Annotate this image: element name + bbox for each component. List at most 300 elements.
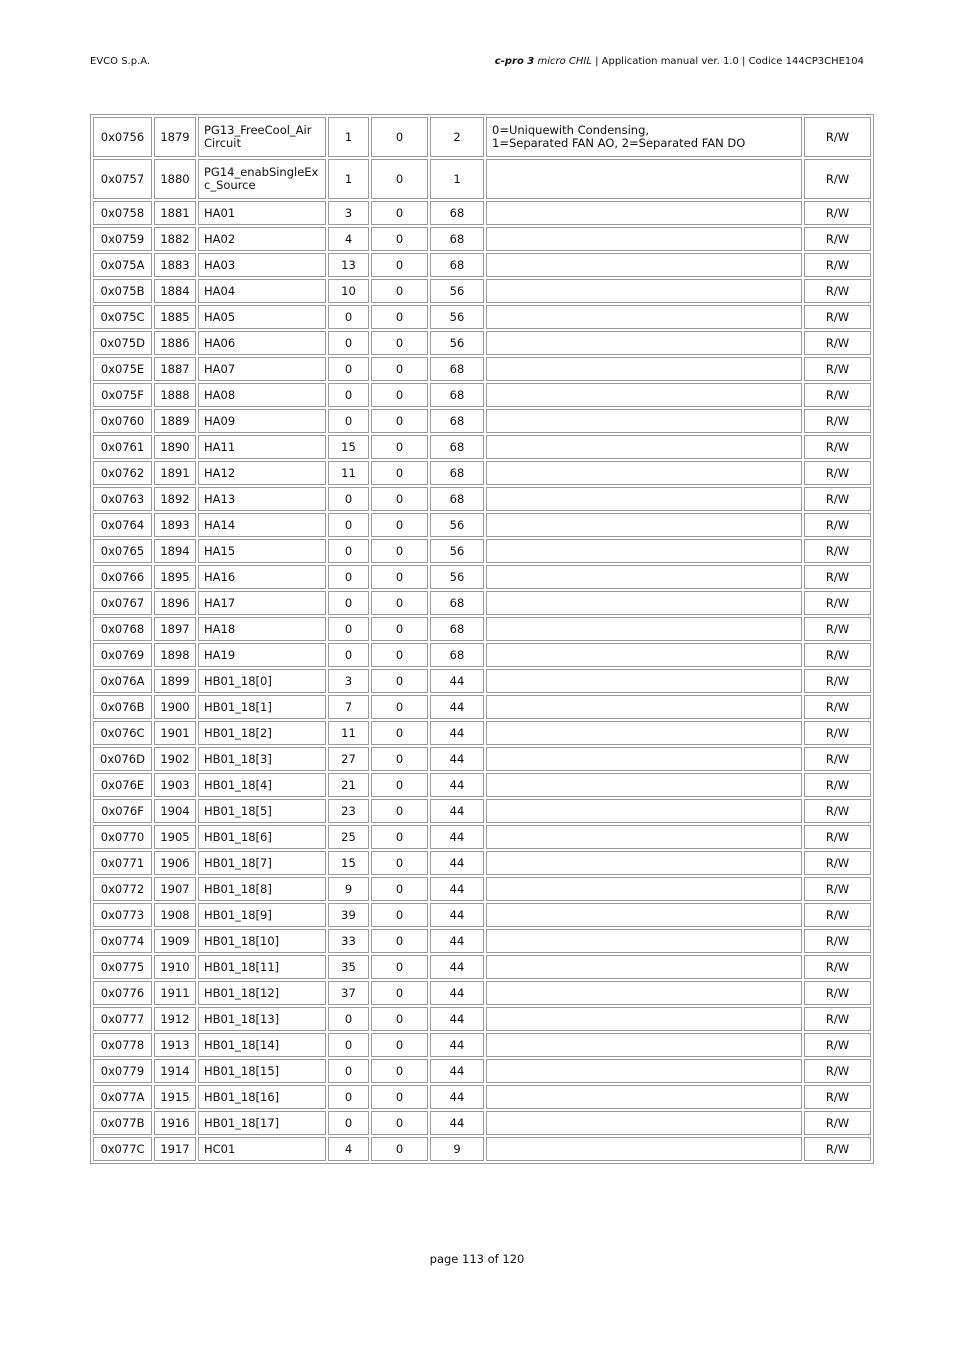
cell-default-value: 11	[328, 721, 369, 745]
cell-default-value: 0	[328, 383, 369, 407]
cell-address: 0x075C	[93, 305, 152, 329]
cell-min-value: 0	[371, 799, 428, 823]
cell-access: R/W	[804, 1033, 871, 1057]
cell-default-value: 33	[328, 929, 369, 953]
cell-address: 0x0774	[93, 929, 152, 953]
table-row	[93, 565, 871, 589]
cell-min-value: 0	[371, 981, 428, 1005]
table-row	[93, 201, 871, 225]
cell-description	[486, 383, 802, 407]
cell-access: R/W	[804, 383, 871, 407]
cell-index: 1914	[154, 1059, 196, 1083]
table-row	[93, 929, 871, 953]
cell-parameter-name: HB01_18[5]	[198, 799, 326, 823]
cell-max-value: 1	[430, 159, 484, 199]
cell-address: 0x0761	[93, 435, 152, 459]
cell-default-value: 3	[328, 201, 369, 225]
cell-address: 0x0765	[93, 539, 152, 563]
cell-address: 0x0775	[93, 955, 152, 979]
table-row	[93, 117, 871, 157]
cell-index: 1885	[154, 305, 196, 329]
table-row	[93, 435, 871, 459]
cell-access: R/W	[804, 1007, 871, 1031]
cell-address: 0x0777	[93, 1007, 152, 1031]
cell-min-value: 0	[371, 825, 428, 849]
cell-default-value: 0	[328, 1085, 369, 1109]
cell-address: 0x076F	[93, 799, 152, 823]
cell-parameter-name: HA07	[198, 357, 326, 381]
cell-access: R/W	[804, 929, 871, 953]
cell-index: 1913	[154, 1033, 196, 1057]
cell-description	[486, 721, 802, 745]
cell-access: R/W	[804, 227, 871, 251]
cell-parameter-name: HA14	[198, 513, 326, 537]
cell-address: 0x0763	[93, 487, 152, 511]
cell-description	[486, 305, 802, 329]
cell-default-value: 0	[328, 1007, 369, 1031]
cell-max-value: 44	[430, 1059, 484, 1083]
cell-access: R/W	[804, 409, 871, 433]
cell-default-value: 39	[328, 903, 369, 927]
cell-default-value: 1	[328, 159, 369, 199]
cell-address: 0x075A	[93, 253, 152, 277]
table-row	[93, 981, 871, 1005]
cell-default-value: 21	[328, 773, 369, 797]
cell-min-value: 0	[371, 591, 428, 615]
cell-max-value: 56	[430, 539, 484, 563]
table-row	[93, 383, 871, 407]
cell-max-value: 68	[430, 591, 484, 615]
cell-access: R/W	[804, 513, 871, 537]
cell-description	[486, 435, 802, 459]
cell-max-value: 44	[430, 955, 484, 979]
cell-access: R/W	[804, 539, 871, 563]
cell-index: 1909	[154, 929, 196, 953]
cell-min-value: 0	[371, 721, 428, 745]
cell-description	[486, 1007, 802, 1031]
cell-min-value: 0	[371, 435, 428, 459]
cell-address: 0x0762	[93, 461, 152, 485]
table-row	[93, 357, 871, 381]
table-row	[93, 825, 871, 849]
cell-description	[486, 877, 802, 901]
cell-access: R/W	[804, 253, 871, 277]
cell-max-value: 68	[430, 357, 484, 381]
cell-index: 1886	[154, 331, 196, 355]
cell-access: R/W	[804, 955, 871, 979]
cell-description	[486, 487, 802, 511]
cell-index: 1895	[154, 565, 196, 589]
cell-min-value: 0	[371, 773, 428, 797]
table-row	[93, 773, 871, 797]
cell-max-value: 44	[430, 799, 484, 823]
cell-access: R/W	[804, 721, 871, 745]
cell-access: R/W	[804, 669, 871, 693]
cell-min-value: 0	[371, 1111, 428, 1135]
table-row	[93, 227, 871, 251]
table-row	[93, 331, 871, 355]
cell-min-value: 0	[371, 539, 428, 563]
cell-index: 1898	[154, 643, 196, 667]
cell-min-value: 0	[371, 383, 428, 407]
cell-address: 0x0772	[93, 877, 152, 901]
table-row	[93, 955, 871, 979]
cell-index: 1901	[154, 721, 196, 745]
cell-max-value: 44	[430, 695, 484, 719]
cell-parameter-name: HB01_18[8]	[198, 877, 326, 901]
header-product-italic: micro CHIL	[537, 56, 592, 67]
cell-max-value: 44	[430, 981, 484, 1005]
table-row	[93, 695, 871, 719]
table-row	[93, 1085, 871, 1109]
cell-address: 0x075D	[93, 331, 152, 355]
cell-max-value: 44	[430, 747, 484, 771]
cell-address: 0x077A	[93, 1085, 152, 1109]
cell-parameter-name: HB01_18[6]	[198, 825, 326, 849]
cell-parameter-name: HC01	[198, 1137, 326, 1161]
cell-address: 0x0760	[93, 409, 152, 433]
cell-access: R/W	[804, 1111, 871, 1135]
cell-address: 0x075E	[93, 357, 152, 381]
cell-parameter-name: HB01_18[1]	[198, 695, 326, 719]
table-row	[93, 279, 871, 303]
cell-description	[486, 539, 802, 563]
cell-index: 1904	[154, 799, 196, 823]
cell-max-value: 68	[430, 383, 484, 407]
cell-description	[486, 955, 802, 979]
cell-description	[486, 461, 802, 485]
cell-max-value: 44	[430, 929, 484, 953]
cell-index: 1903	[154, 773, 196, 797]
cell-address: 0x0764	[93, 513, 152, 537]
cell-access: R/W	[804, 305, 871, 329]
cell-description	[486, 201, 802, 225]
cell-default-value: 35	[328, 955, 369, 979]
cell-index: 1894	[154, 539, 196, 563]
cell-default-value: 1	[328, 117, 369, 157]
cell-description	[486, 695, 802, 719]
cell-index: 1906	[154, 851, 196, 875]
cell-parameter-name: HA11	[198, 435, 326, 459]
cell-min-value: 0	[371, 669, 428, 693]
cell-description	[486, 409, 802, 433]
cell-access: R/W	[804, 435, 871, 459]
cell-address: 0x0756	[93, 117, 152, 157]
cell-description	[486, 1059, 802, 1083]
cell-min-value: 0	[371, 903, 428, 927]
cell-max-value: 56	[430, 565, 484, 589]
cell-parameter-name: HB01_18[15]	[198, 1059, 326, 1083]
cell-index: 1900	[154, 695, 196, 719]
cell-index: 1907	[154, 877, 196, 901]
cell-default-value: 4	[328, 1137, 369, 1161]
cell-max-value: 68	[430, 227, 484, 251]
cell-address: 0x0768	[93, 617, 152, 641]
table-row	[93, 669, 871, 693]
cell-index: 1917	[154, 1137, 196, 1161]
table-row	[93, 539, 871, 563]
cell-parameter-name: HB01_18[3]	[198, 747, 326, 771]
cell-max-value: 56	[430, 305, 484, 329]
cell-default-value: 0	[328, 513, 369, 537]
cell-address: 0x0759	[93, 227, 152, 251]
cell-parameter-name: HB01_18[17]	[198, 1111, 326, 1135]
cell-parameter-name: HB01_18[4]	[198, 773, 326, 797]
table-row	[93, 747, 871, 771]
cell-address: 0x076E	[93, 773, 152, 797]
cell-parameter-name: HB01_18[7]	[198, 851, 326, 875]
cell-access: R/W	[804, 279, 871, 303]
cell-min-value: 0	[371, 955, 428, 979]
table-row	[93, 461, 871, 485]
cell-address: 0x0773	[93, 903, 152, 927]
parameter-table	[90, 114, 874, 1164]
cell-parameter-name: HA19	[198, 643, 326, 667]
cell-max-value: 44	[430, 669, 484, 693]
cell-index: 1908	[154, 903, 196, 927]
cell-parameter-name: HA15	[198, 539, 326, 563]
cell-max-value: 56	[430, 279, 484, 303]
table-row	[93, 591, 871, 615]
cell-max-value: 68	[430, 201, 484, 225]
cell-default-value: 11	[328, 461, 369, 485]
cell-description	[486, 1033, 802, 1057]
cell-default-value: 0	[328, 409, 369, 433]
cell-default-value: 0	[328, 357, 369, 381]
parameter-table-body	[93, 117, 871, 1161]
header-title	[495, 56, 864, 67]
cell-default-value: 37	[328, 981, 369, 1005]
cell-access: R/W	[804, 747, 871, 771]
header-product-bold: c-pro 3	[494, 56, 535, 67]
cell-access: R/W	[804, 1137, 871, 1161]
table-row	[93, 877, 871, 901]
cell-max-value: 68	[430, 487, 484, 511]
cell-min-value: 0	[371, 461, 428, 485]
cell-default-value: 15	[328, 435, 369, 459]
cell-index: 1896	[154, 591, 196, 615]
table-row	[93, 487, 871, 511]
cell-min-value: 0	[371, 695, 428, 719]
cell-min-value: 0	[371, 1033, 428, 1057]
table-row	[93, 513, 871, 537]
cell-parameter-name: HA08	[198, 383, 326, 407]
cell-access: R/W	[804, 201, 871, 225]
cell-min-value: 0	[371, 929, 428, 953]
cell-default-value: 10	[328, 279, 369, 303]
cell-max-value: 56	[430, 331, 484, 355]
table-row	[93, 643, 871, 667]
cell-default-value: 0	[328, 565, 369, 589]
table-row	[93, 903, 871, 927]
cell-description	[486, 1137, 802, 1161]
table-row	[93, 721, 871, 745]
cell-address: 0x0771	[93, 851, 152, 875]
cell-description	[486, 643, 802, 667]
cell-index: 1910	[154, 955, 196, 979]
cell-min-value: 0	[371, 565, 428, 589]
cell-index: 1881	[154, 201, 196, 225]
cell-address: 0x076A	[93, 669, 152, 693]
cell-description	[486, 1111, 802, 1135]
cell-description	[486, 1085, 802, 1109]
cell-access: R/W	[804, 1059, 871, 1083]
cell-address: 0x0766	[93, 565, 152, 589]
cell-max-value: 68	[430, 409, 484, 433]
cell-description	[486, 747, 802, 771]
cell-access: R/W	[804, 565, 871, 589]
cell-max-value: 44	[430, 851, 484, 875]
cell-access: R/W	[804, 643, 871, 667]
cell-index: 1879	[154, 117, 196, 157]
cell-description	[486, 825, 802, 849]
cell-description	[486, 799, 802, 823]
cell-default-value: 7	[328, 695, 369, 719]
cell-max-value: 68	[430, 253, 484, 277]
cell-access: R/W	[804, 117, 871, 157]
cell-min-value: 0	[371, 747, 428, 771]
cell-access: R/W	[804, 877, 871, 901]
cell-max-value: 68	[430, 643, 484, 667]
cell-max-value: 9	[430, 1137, 484, 1161]
cell-parameter-name: HB01_18[2]	[198, 721, 326, 745]
cell-index: 1887	[154, 357, 196, 381]
cell-access: R/W	[804, 903, 871, 927]
cell-index: 1892	[154, 487, 196, 511]
cell-access: R/W	[804, 773, 871, 797]
cell-parameter-name: HA04	[198, 279, 326, 303]
cell-min-value: 0	[371, 357, 428, 381]
cell-index: 1902	[154, 747, 196, 771]
table-row	[93, 305, 871, 329]
cell-access: R/W	[804, 591, 871, 615]
cell-min-value: 0	[371, 279, 428, 303]
cell-min-value: 0	[371, 409, 428, 433]
cell-index: 1905	[154, 825, 196, 849]
cell-max-value: 44	[430, 721, 484, 745]
table-row	[93, 851, 871, 875]
table-row	[93, 159, 871, 199]
cell-default-value: 0	[328, 643, 369, 667]
cell-default-value: 0	[328, 305, 369, 329]
cell-default-value: 13	[328, 253, 369, 277]
cell-description	[486, 669, 802, 693]
cell-index: 1888	[154, 383, 196, 407]
cell-default-value: 0	[328, 487, 369, 511]
header-company: EVCO S.p.A.	[90, 56, 151, 67]
cell-max-value: 44	[430, 877, 484, 901]
cell-default-value: 3	[328, 669, 369, 693]
cell-address: 0x0770	[93, 825, 152, 849]
cell-access: R/W	[804, 799, 871, 823]
cell-access: R/W	[804, 461, 871, 485]
cell-default-value: 0	[328, 1033, 369, 1057]
cell-max-value: 68	[430, 617, 484, 641]
cell-description	[486, 253, 802, 277]
cell-index: 1912	[154, 1007, 196, 1031]
cell-min-value: 0	[371, 305, 428, 329]
cell-address: 0x0758	[93, 201, 152, 225]
cell-description	[486, 331, 802, 355]
cell-min-value: 0	[371, 1059, 428, 1083]
cell-description	[486, 227, 802, 251]
cell-access: R/W	[804, 695, 871, 719]
cell-default-value: 4	[328, 227, 369, 251]
cell-parameter-name: HA03	[198, 253, 326, 277]
cell-address: 0x0767	[93, 591, 152, 615]
cell-default-value: 15	[328, 851, 369, 875]
cell-access: R/W	[804, 357, 871, 381]
cell-description	[486, 851, 802, 875]
cell-address: 0x076C	[93, 721, 152, 745]
cell-parameter-name: HB01_18[14]	[198, 1033, 326, 1057]
cell-min-value: 0	[371, 1137, 428, 1161]
cell-parameter-name: HB01_18[12]	[198, 981, 326, 1005]
cell-parameter-name: HB01_18[10]	[198, 929, 326, 953]
cell-index: 1916	[154, 1111, 196, 1135]
cell-address: 0x075B	[93, 279, 152, 303]
cell-parameter-name: HB01_18[9]	[198, 903, 326, 927]
cell-parameter-name: HB01_18[11]	[198, 955, 326, 979]
cell-access: R/W	[804, 1085, 871, 1109]
cell-description	[486, 929, 802, 953]
cell-min-value: 0	[371, 117, 428, 157]
cell-default-value: 0	[328, 591, 369, 615]
cell-min-value: 0	[371, 487, 428, 511]
cell-min-value: 0	[371, 877, 428, 901]
cell-default-value: 0	[328, 1111, 369, 1135]
cell-min-value: 0	[371, 201, 428, 225]
cell-index: 1889	[154, 409, 196, 433]
cell-address: 0x0769	[93, 643, 152, 667]
cell-parameter-name: HA02	[198, 227, 326, 251]
table-row	[93, 253, 871, 277]
cell-parameter-name: HA12	[198, 461, 326, 485]
cell-index: 1880	[154, 159, 196, 199]
cell-index: 1915	[154, 1085, 196, 1109]
cell-parameter-name: PG14_enabSingleEx c_Source	[198, 159, 326, 199]
cell-index: 1891	[154, 461, 196, 485]
cell-access: R/W	[804, 981, 871, 1005]
cell-min-value: 0	[371, 227, 428, 251]
cell-description	[486, 773, 802, 797]
cell-default-value: 9	[328, 877, 369, 901]
cell-max-value: 2	[430, 117, 484, 157]
cell-address: 0x0757	[93, 159, 152, 199]
cell-min-value: 0	[371, 617, 428, 641]
cell-parameter-name: HA16	[198, 565, 326, 589]
cell-default-value: 0	[328, 539, 369, 563]
cell-parameter-name: HA18	[198, 617, 326, 641]
cell-address: 0x077C	[93, 1137, 152, 1161]
cell-min-value: 0	[371, 331, 428, 355]
cell-parameter-name: HA05	[198, 305, 326, 329]
cell-max-value: 44	[430, 825, 484, 849]
cell-address: 0x075F	[93, 383, 152, 407]
cell-min-value: 0	[371, 253, 428, 277]
cell-description: 0=Uniquewith Condensing, 1=Separated FAN AO, 2=Separated FAN DO	[486, 117, 802, 157]
cell-address: 0x076D	[93, 747, 152, 771]
table-row	[93, 409, 871, 433]
cell-index: 1884	[154, 279, 196, 303]
cell-max-value: 44	[430, 773, 484, 797]
cell-description	[486, 159, 802, 199]
cell-index: 1893	[154, 513, 196, 537]
page-number: page 113 of 120	[429, 1252, 525, 1266]
cell-min-value: 0	[371, 513, 428, 537]
table-row	[93, 1111, 871, 1135]
cell-access: R/W	[804, 825, 871, 849]
